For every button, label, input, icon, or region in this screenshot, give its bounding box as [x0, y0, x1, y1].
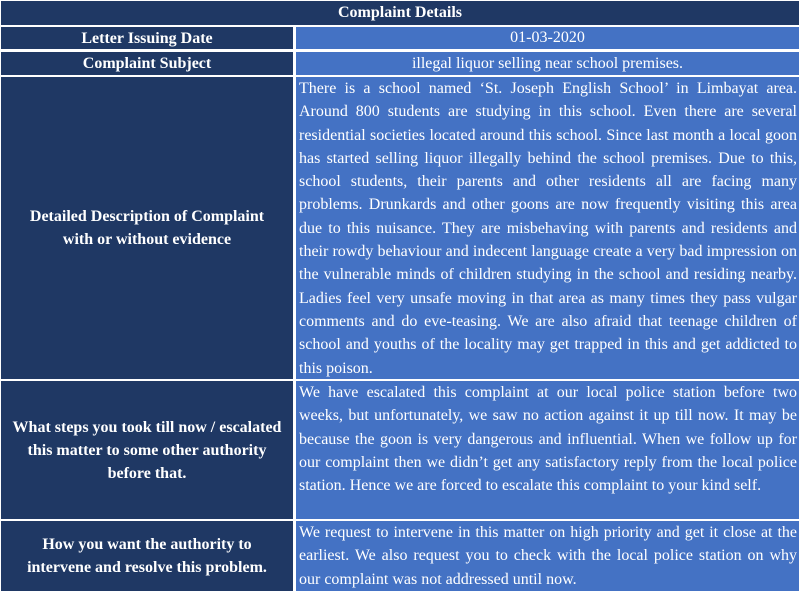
value-intervention-request: We request to intervene in this matter on high priority and get it close at the earliest. We also request you to check with the local police station on why our complaint was not addressed until now.: [299, 524, 797, 588]
label-letter-issuing-date: Letter Issuing Date: [1, 27, 293, 49]
value-intervention-request-cell: [296, 521, 799, 591]
label-detailed-description: Detailed Description of Complaint with or without evidence: [1, 77, 293, 379]
label-intervention-request: How you want the authority to intervene and resolve this problem.: [1, 521, 293, 591]
value-complaint-subject: illegal liquor selling near school premises.: [296, 52, 799, 75]
value-detailed-description: There is a school named ‘St. Joseph English School’ in Limbayat area. Around 800 students are studying in this school. Even there are several residential societies located around this school. Since last month a local goon has started selling liquor illegally behind the school premises. Due to this, school students, their parents and other residents all are facing many problems. Drunkards and other goons are now frequently visiting this area due to this nuisance. They are misbehaving with parents and residents and their rowdy behaviour and indecent language create a very bad impression on the vulnerable minds of children studying in the school and residing nearby. Ladies feel very unsafe moving in that area as many times they pass vulgar comments and do eve-teasing. We are also afraid that teenage children of school and youths of the locality may get trapped in this and get addicted to this poison.: [299, 80, 797, 377]
value-detailed-description-cell: [296, 77, 799, 379]
value-steps-taken-cell: [296, 381, 799, 519]
table-title: Complaint Details: [1, 1, 799, 25]
label-complaint-subject: Complaint Subject: [1, 52, 293, 75]
value-steps-taken: We have escalated this complaint at our local police station before two weeks, but unfortunately, we saw no action against it up till now. It may be because the goon is very dangerous and influential. When we follow up for our complaint then we didn’t get any satisfactory reply from the local police station. Hence we are forced to escalate this complaint to your kind self.: [299, 384, 797, 495]
value-letter-issuing-date: 01-03-2020: [296, 27, 799, 49]
label-steps-taken: What steps you took till now / escalated this matter to some other authority before that.: [1, 381, 293, 519]
